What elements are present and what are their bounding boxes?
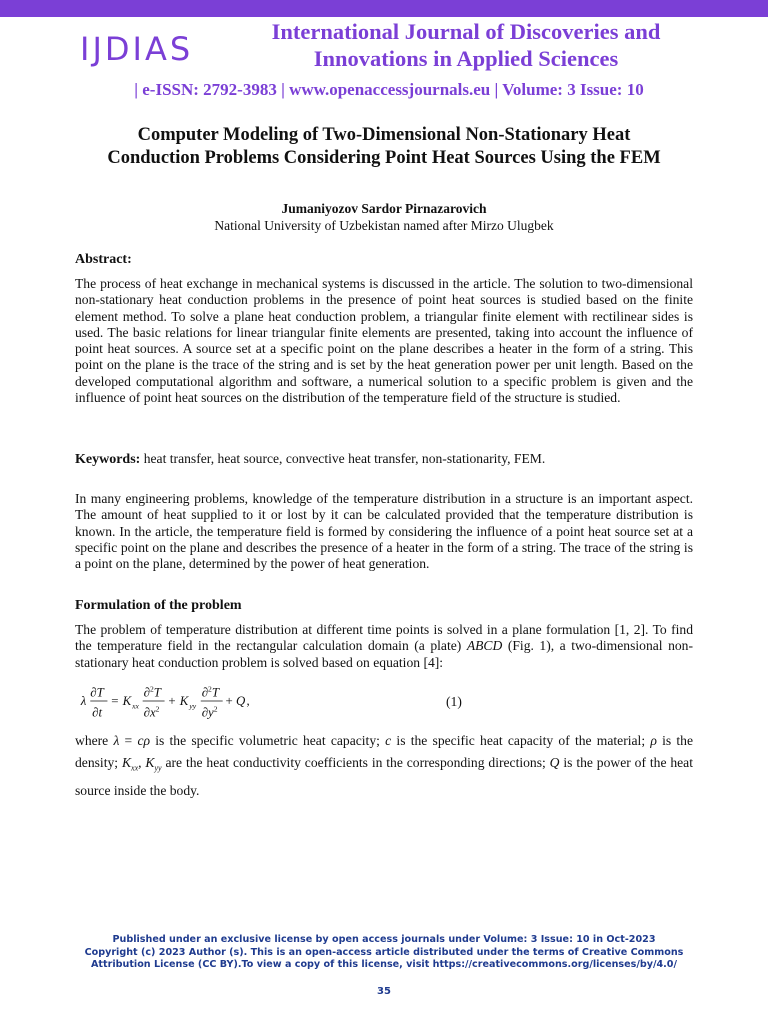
lambda-symbol: λ: [113, 733, 120, 748]
formulation-text-2: (Fig. 1), a two-dimensional non-stationary heat conduction problem is solved based on equation [4]:: [75, 638, 693, 670]
heat-equation-1: [76, 682, 276, 722]
svg-text:∂2T: ∂$^2$T: [201, 684, 220, 700]
where-text-1: where: [75, 733, 114, 748]
svg-text:=: =: [111, 693, 119, 708]
issn-line: | e-ISSN: 2792-3983 | www.openaccessjournals.eu | Volume: 3 Issue: 10: [134, 80, 644, 99]
rho-symbol: ρ: [650, 733, 657, 748]
svg-text:∂t: ∂t: [92, 705, 103, 720]
svg-text:K: K: [122, 693, 132, 708]
svg-text:∂x2: $\partial x^2$: [143, 704, 160, 720]
where-text-4: is the density;: [75, 733, 693, 770]
svg-text:∂2T: ∂$^2$T: [143, 684, 161, 700]
formulation-heading: Formulation of the problem: [75, 598, 242, 613]
svg-text:+: +: [225, 693, 233, 708]
paper-title: [60, 124, 708, 170]
svg-text:∂y2: $\partial y^2$: [201, 704, 218, 720]
keywords: [75, 451, 693, 468]
journal-title-line2: Innovations in Applied Sciences: [313, 46, 619, 71]
abstract-heading: Abstract:: [75, 252, 132, 267]
where-text-2: is the specific volumetric heat capacity;: [150, 733, 386, 748]
equation-number: (1): [446, 694, 462, 709]
svg-text:,: ,: [246, 693, 250, 708]
formulation-paragraph: [75, 622, 693, 671]
svg-text:xx: xx: [132, 701, 139, 711]
svg-text:∂T: ∂T: [90, 685, 104, 700]
license-footer: [64, 934, 704, 972]
formulation-text-1: The problem of temperature distribution at different time points is solved in a plane formulation [1, 2]. To find the temperature field in the rectangular calculation domain (a plate): [75, 622, 693, 654]
footer-line3: Attribution License (CC BY).To view a copy of this license, visit https://creativecommons.org/licenses/by/4.0/: [91, 959, 677, 970]
journal-title-line1: International Journal of Discoveries and: [271, 19, 661, 44]
svg-text:Q: Q: [236, 693, 246, 708]
svg-text:λ: λ: [80, 693, 87, 708]
page-number: 35: [377, 986, 391, 997]
journal-logo: IJDIAS: [80, 30, 194, 68]
author-name: Jumaniyozov Sardor Pirnazarovich: [281, 201, 487, 216]
kxx-kyy-symbols: $K_{xx}$, $K_{yy}$: [121, 755, 162, 773]
svg-text:+: +: [168, 693, 176, 708]
svg-text:K: K: [179, 693, 189, 708]
where-text-3: is the specific heat capacity of the material;: [391, 733, 651, 748]
formulation-abcd: ABCD: [466, 638, 503, 654]
svg-text:yy: yy: [189, 701, 197, 711]
where-text-5: are the heat conductivity coefficients in the corresponding directions;: [161, 755, 550, 770]
q-symbol: Q: [549, 755, 560, 770]
journal-title: [232, 18, 700, 72]
intro-paragraph: In many engineering problems, knowledge of the temperature distribution in a structure is an important aspect. The amount of heat supplied to it or lost by it can be calculated provided that the temperature distribution is known. In the article, the temperature field is formed by considering the influence of a point heat source set at a specific point on the plane and describes the presence of a heater in the form of a string. The trace of the string is a point on the plane, determined by the power of heat generation.: [75, 491, 693, 572]
c-symbol: c: [385, 733, 392, 748]
header-color-bar: [0, 0, 768, 17]
author-affiliation: National University of Uzbekistan named after Mirzo Ulugbek: [214, 218, 554, 233]
keywords-text: heat transfer, heat source, convective heat transfer, non-stationarity, FEM.: [140, 451, 546, 466]
abstract-text: The process of heat exchange in mechanical systems is discussed in the article. The solution to two-dimensional non-stationary heat conduction problems in the presence of point heat sources is studied based on the finite element method. To solve a plane heat conduction problem, a triangular finite element with rectilinear sides is used. The basic relations for linear triangular finite elements are presented, taking into account the influence of point heat sources. A source set at a specific point on the plane describes a heater in the form of a string. This point on the plane is the trace of the string and is set by the heat generation power per unit length. Based on the developed computational algorithm and software, a numerical solution to a specific problem is given and the influence of point heat sources on the distribution of the temperature field of the structure is studied.: [75, 276, 693, 406]
paper-title-line1: Computer Modeling of Two-Dimensional Non-Stationary Heat: [137, 125, 631, 145]
where-text-6: is the power of the heat source inside the body.: [75, 755, 693, 798]
footer-line2: Copyright (c) 2023 Author (s). This is an open-access article distributed under the terms of Creative Commons: [84, 946, 684, 958]
footer-line1: Published under an exclusive license by open access journals under Volume: 3 Issue: 10 in Oct-2023: [112, 934, 656, 945]
paper-title-line2: Conduction Problems Considering Point Heat Sources Using the FEM: [107, 148, 661, 168]
where-paragraph: where λ = cρ is the specific volumetric heat capacity; c is the specific heat capacity of the material; ρ is the density; $K_{xx}$, $K_{yy}$ are the heat conductivity coefficients in the corresponding directions; Q is the power of the heat source inside the body.: [75, 733, 693, 798]
c-rho-symbol: cρ: [137, 733, 151, 748]
keywords-label: Keywords:: [75, 452, 141, 467]
